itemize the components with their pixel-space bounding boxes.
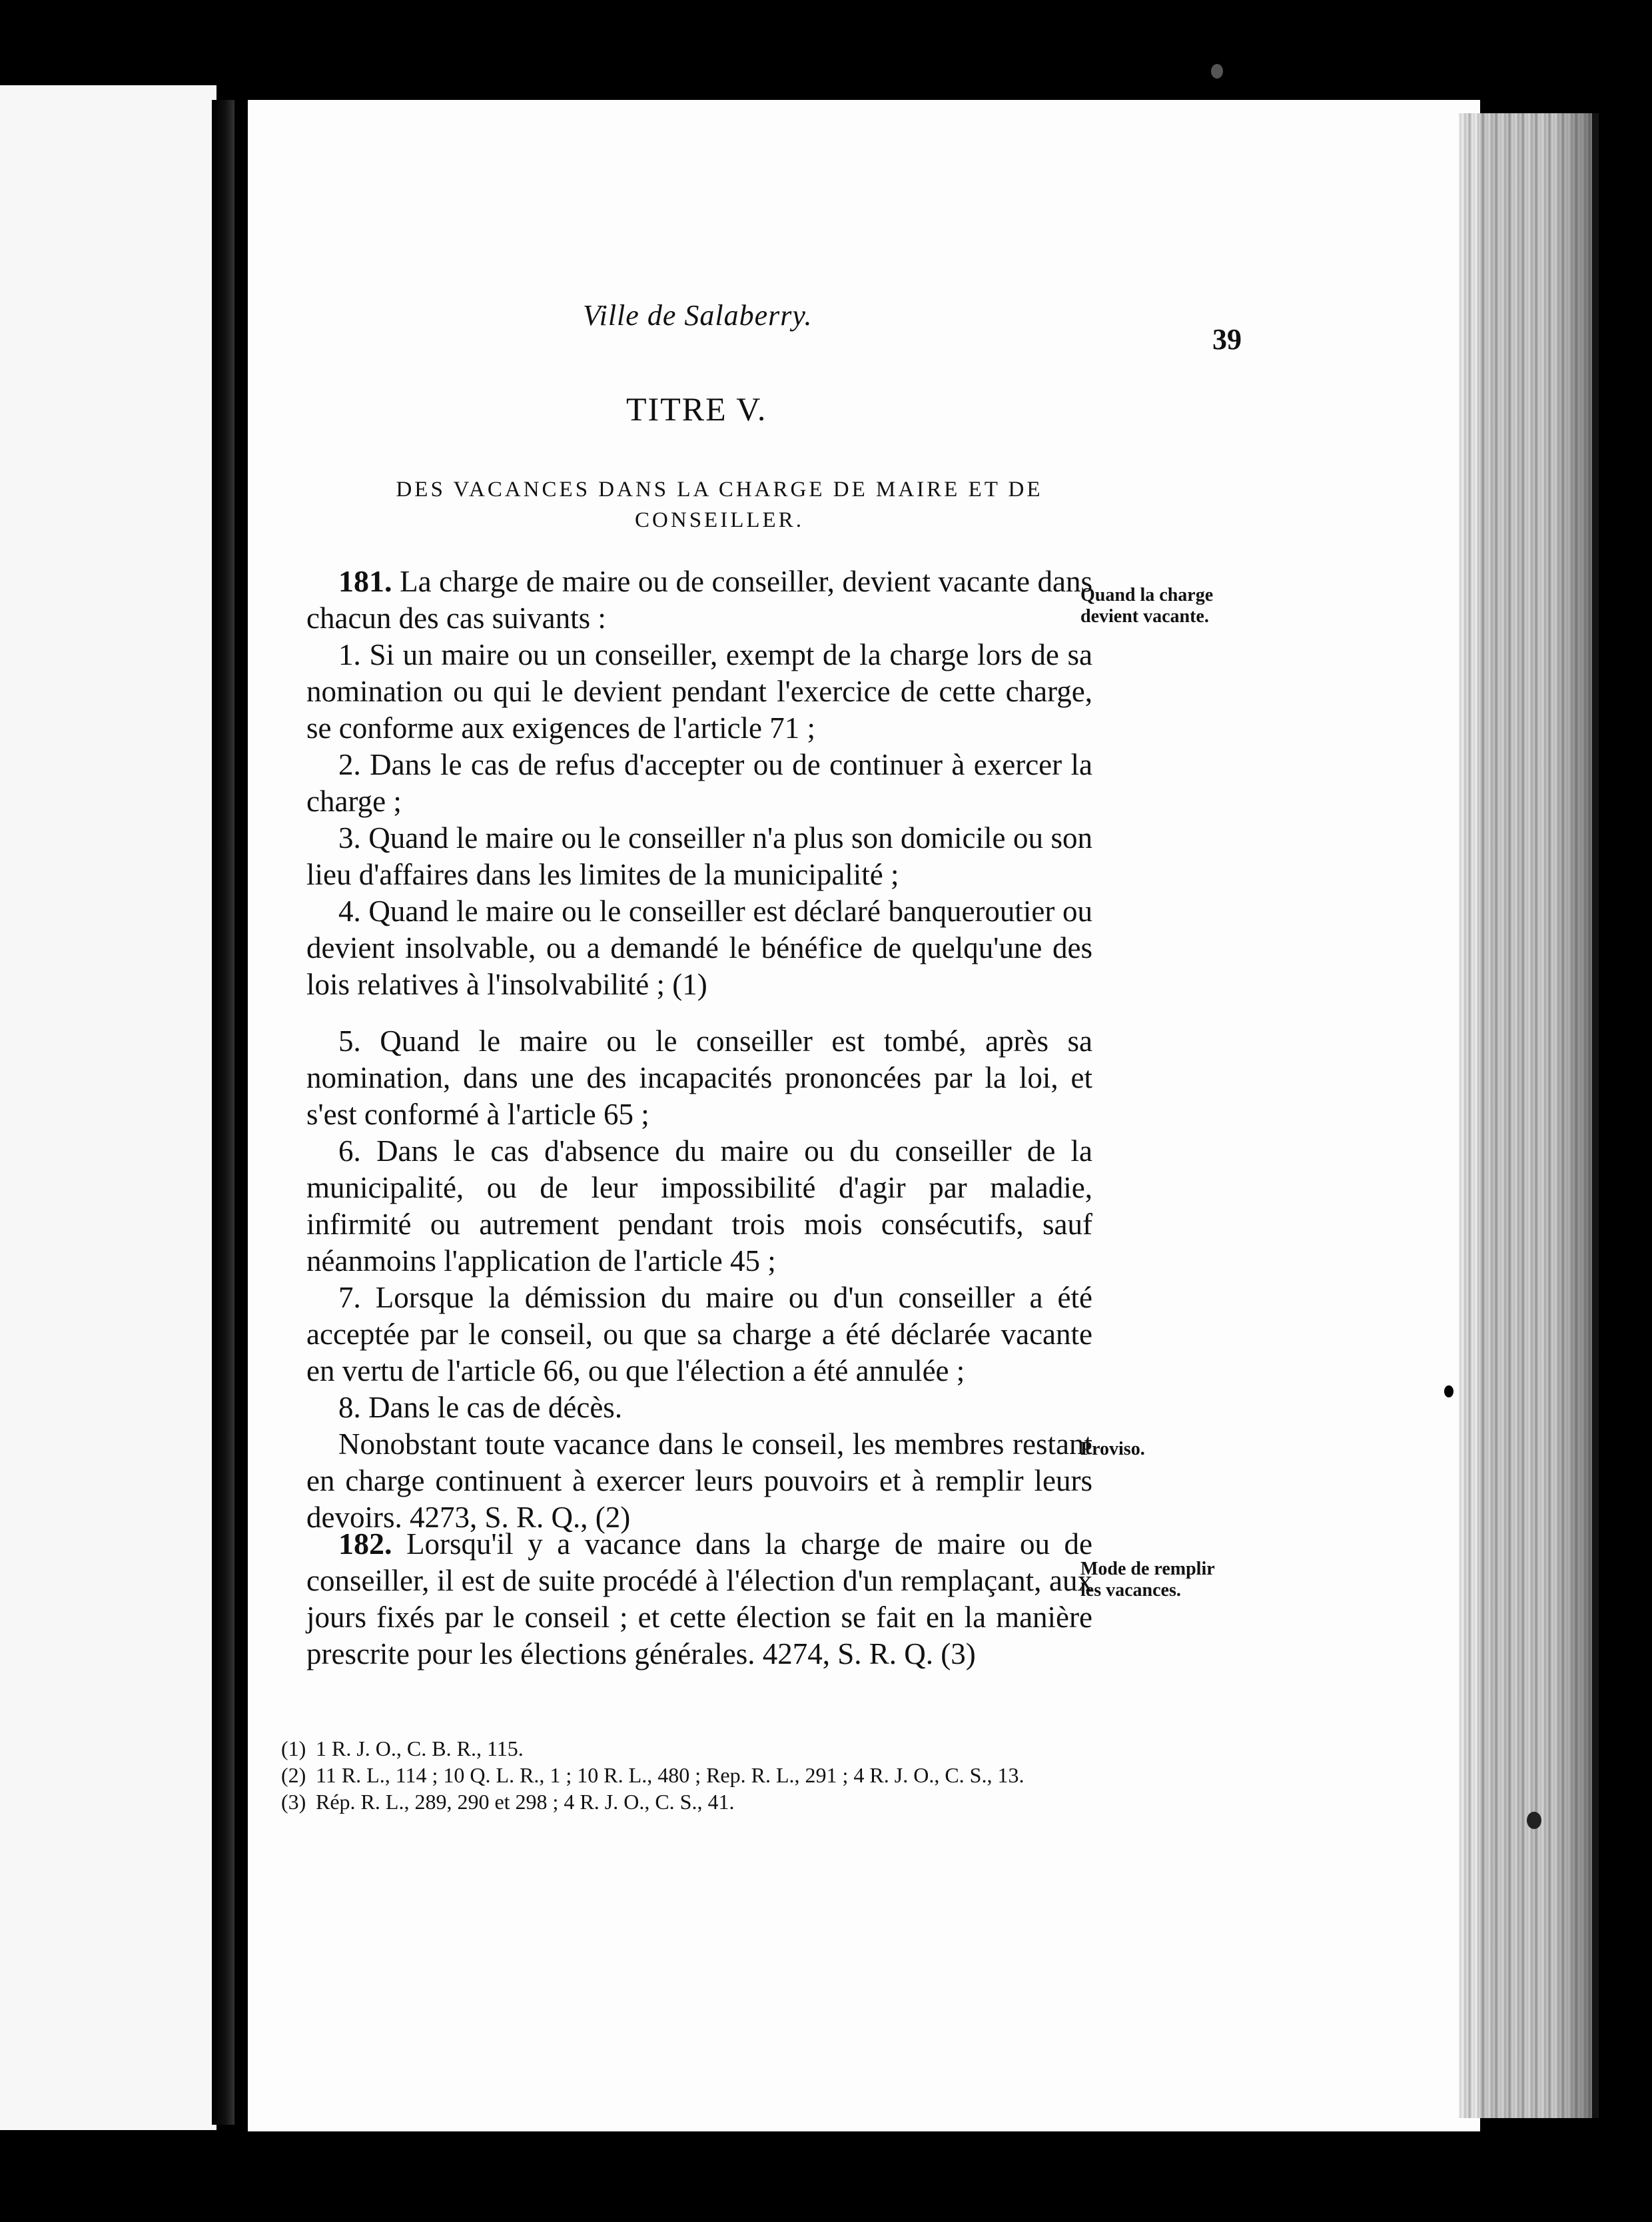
page-number: 39 <box>1212 323 1242 356</box>
list-item: 3. Quand le maire ou le conseiller n'a plus son domicile ou son lieu d'affaires dans les limites de la municipalité ; <box>306 821 1092 891</box>
footnote <box>281 1788 1100 1815</box>
article-181 <box>306 563 1092 1536</box>
facing-page-edge <box>0 85 216 2130</box>
article-text: La charge de maire ou de conseiller, devient vacante dans chacun des cas suivants : <box>306 565 1093 635</box>
article-number: 181. <box>338 564 392 598</box>
section-heading: DES VACANCES DANS LA CHARGE DE MAIRE ET DE CONSEILLER. <box>396 478 1043 532</box>
list-item: 7. Lorsque la démission du maire ou d'un conseiller a été acceptée par le conseil, ou que sa charge a été déclarée vacante en vertu de l'article 66, ou que l'élection a été annulée ; <box>306 1281 1092 1387</box>
footnotes <box>281 1735 1100 1815</box>
margin-note-proviso: Proviso. <box>1080 1439 1145 1459</box>
margin-note-vacancy: Quand la charge devient vacante. <box>1080 585 1214 627</box>
scan-speck <box>1211 64 1223 79</box>
footnote <box>281 1762 1100 1788</box>
article-182 <box>306 1525 1092 1672</box>
list-item: 8. Dans le cas de décès. <box>338 1391 623 1424</box>
footnote-mark: (1) <box>281 1736 306 1760</box>
scan-speck <box>1527 1812 1541 1829</box>
list-item: 2. Dans le cas de refus d'accepter ou de continuer à exercer la charge ; <box>306 748 1092 818</box>
scan-speck <box>1444 1385 1453 1397</box>
page-stack-shadow <box>1552 113 1599 2118</box>
book-binding-shadow <box>212 100 234 2125</box>
title-heading: TITRE V. <box>626 390 767 428</box>
list-item: 1. Si un maire ou un conseiller, exempt de la charge lors de sa nomination ou qui le devient pendant l'exercice de cette charge, se conforme aux exigences de l'article 71 ; <box>306 638 1092 745</box>
running-title: Ville de Salaberry. <box>583 299 813 332</box>
footnote-mark: (2) <box>281 1763 306 1787</box>
footnote <box>281 1735 1100 1762</box>
article-182-text <box>306 1525 1092 1672</box>
footnote-text: Rép. R. L., 289, 290 et 298 ; 4 R. J. O., C. S., 41. <box>316 1790 735 1814</box>
footnote-text: 11 R. L., 114 ; 10 Q. L. R., 1 ; 10 R. L., 480 ; Rep. R. L., 291 ; 4 R. J. O., C. S., 13. <box>316 1763 1025 1787</box>
proviso-text: Nonobstant toute vacance dans le conseil, les membres restant en charge continuent à exercer leurs pouvoirs et à remplir leurs devoirs. 4273, S. R. Q., (2) <box>306 1427 1092 1534</box>
article-text: Lorsqu'il y a vacance dans la charge de maire ou de conseiller, il est de suite procédé à l'élection d'un remplaçant, aux jours fixés par le conseil ; et cette élection se fait en la manière prescrite pour les élections générales. 4274, S. R. Q. (3) <box>306 1527 1093 1670</box>
footnote-text: 1 R. J. O., C. B. R., 115. <box>316 1736 524 1760</box>
list-item: 5. Quand le maire ou le conseiller est tombé, après sa nomination, dans une des incapacités prononcées par la loi, et s'est conformé à l'article 65 ; <box>306 1024 1092 1131</box>
footnote-mark: (3) <box>281 1790 306 1814</box>
list-item: 6. Dans le cas d'absence du maire ou du conseiller de la municipalité, ou de leur impossibilité d'agir par maladie, infirmité ou autrement pendant trois mois consécutifs, sauf néanmoins l'application de l'article 45 ; <box>306 1134 1092 1278</box>
article-181-intro <box>306 563 1092 637</box>
margin-note-replacement: Mode de remplir les vacances. <box>1080 1559 1215 1601</box>
article-number: 182. <box>338 1527 392 1561</box>
list-item: 4. Quand le maire ou le conseiller est déclaré banqueroutier ou devient insolvable, ou a demandé le bénéfice de quelqu'une des lois relatives à l'insolvabilité ; (1) <box>306 895 1092 1001</box>
